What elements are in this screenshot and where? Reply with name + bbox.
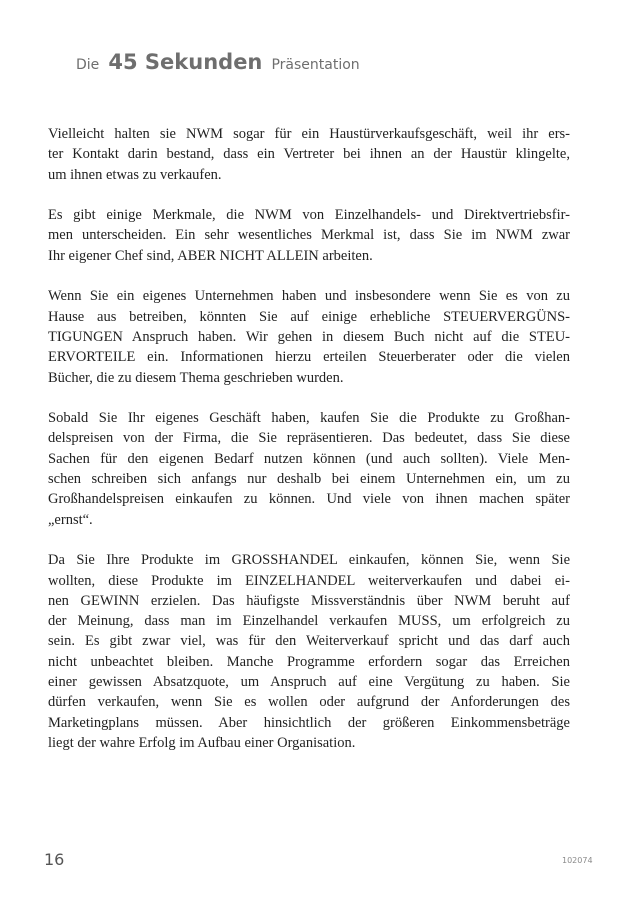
text-line: nen GEWINN erzielen. Das häufigste Missverständnis über NWM beruht auf [48,592,570,609]
text-line: „ernst“. [48,511,93,528]
text-line: einer gewissen Absatzquote, um Anspruch auf eine Vergütung zu haben. Sie [48,674,570,691]
paragraph-1 [48,124,570,185]
paragraph-4 [48,408,570,530]
text-line: ter Kontakt darin bestand, dass ein Vertreter bei ihnen an der Haustür klingelte, [48,146,570,163]
text-line: Marketingplans müssen. Aber hinsichtlich der größeren Einkommensbeträge [48,714,570,731]
paragraph-2 [48,205,570,266]
text-line: Sobald Sie Ihr eigenes Geschäft haben, kaufen Sie die Produkte zu Großhan- [48,410,570,427]
body-text [48,124,570,774]
text-line: wollten, diese Produkte im EINZELHANDEL weiterverkaufen und dabei ei- [48,572,570,589]
text-line: Da Sie Ihre Produkte im GROSSHANDEL einkaufen, können Sie, wenn Sie [48,552,570,569]
running-header [76,50,360,74]
text-line: Bücher, die zu diesem Thema geschrieben wurden. [48,369,344,386]
text-line: dürfen verkaufen, wenn Sie es wollen oder aufgrund der Anforderungen des [48,694,570,711]
header-prefix: Die [76,57,100,73]
paragraph-5 [48,550,570,753]
text-line: delspreisen von der Firma, die Sie repräsentieren. Das bedeutet, dass Sie diese [48,430,570,447]
text-line: der Meinung, dass man im Einzelhandel verkaufen MUSS, um erfolgreich zu [48,613,570,630]
header-title-number: 45 Sekunden [108,50,263,74]
text-line: nicht unbeachtet bleiben. Manche Programme erfordern sogar das Erreichen [48,653,570,670]
text-line: Hause aus betreiben, könnten Sie auf einige erhebliche STEUERVERGÜNS- [48,308,570,325]
text-line: um ihnen etwas zu verkaufen. [48,166,222,183]
text-line: ERVORTEILE ein. Informationen hierzu erteilen Steuerberater oder die vielen [48,349,570,366]
text-line: Vielleicht halten sie NWM sogar für ein Haustürverkaufsgeschäft, weil ihr ers- [48,126,570,142]
text-line: Wenn Sie ein eigenes Unternehmen haben und insbesondere wenn Sie es von zu [48,288,570,305]
text-line: Sachen für den eigenen Bedarf nutzen können (und auch sollten). Viele Men- [48,450,570,467]
text-line: Ihr eigener Chef sind, ABER NICHT ALLEIN arbeiten. [48,247,373,264]
text-line: liegt der wahre Erfolg im Aufbau einer Organisation. [48,734,356,751]
text-line: Großhandelspreisen einkaufen zu können. Und viele von ihnen machen später [48,491,570,508]
document-code: 102074 [562,856,593,865]
text-line: schen schreiben sich anfangs nur deshalb bei einem Unternehmen ein, um zu [48,471,570,488]
page-number: 16 [44,850,65,869]
text-line: Es gibt einige Merkmale, die NWM von Einzelhandels- und Direktvertriebsfir- [48,207,570,224]
text-line: TIGUNGEN Anspruch haben. Wir gehen in diesem Buch nicht auf die STEU- [48,328,570,345]
text-line: sein. Es gibt zwar viel, was für den Weiterverkauf spricht und das darf auch [48,633,570,650]
text-line: men unterscheiden. Ein sehr wesentliches Merkmal ist, dass Sie im NWM zwar [48,227,570,244]
header-suffix: Präsentation [271,57,360,73]
paragraph-3 [48,286,570,387]
